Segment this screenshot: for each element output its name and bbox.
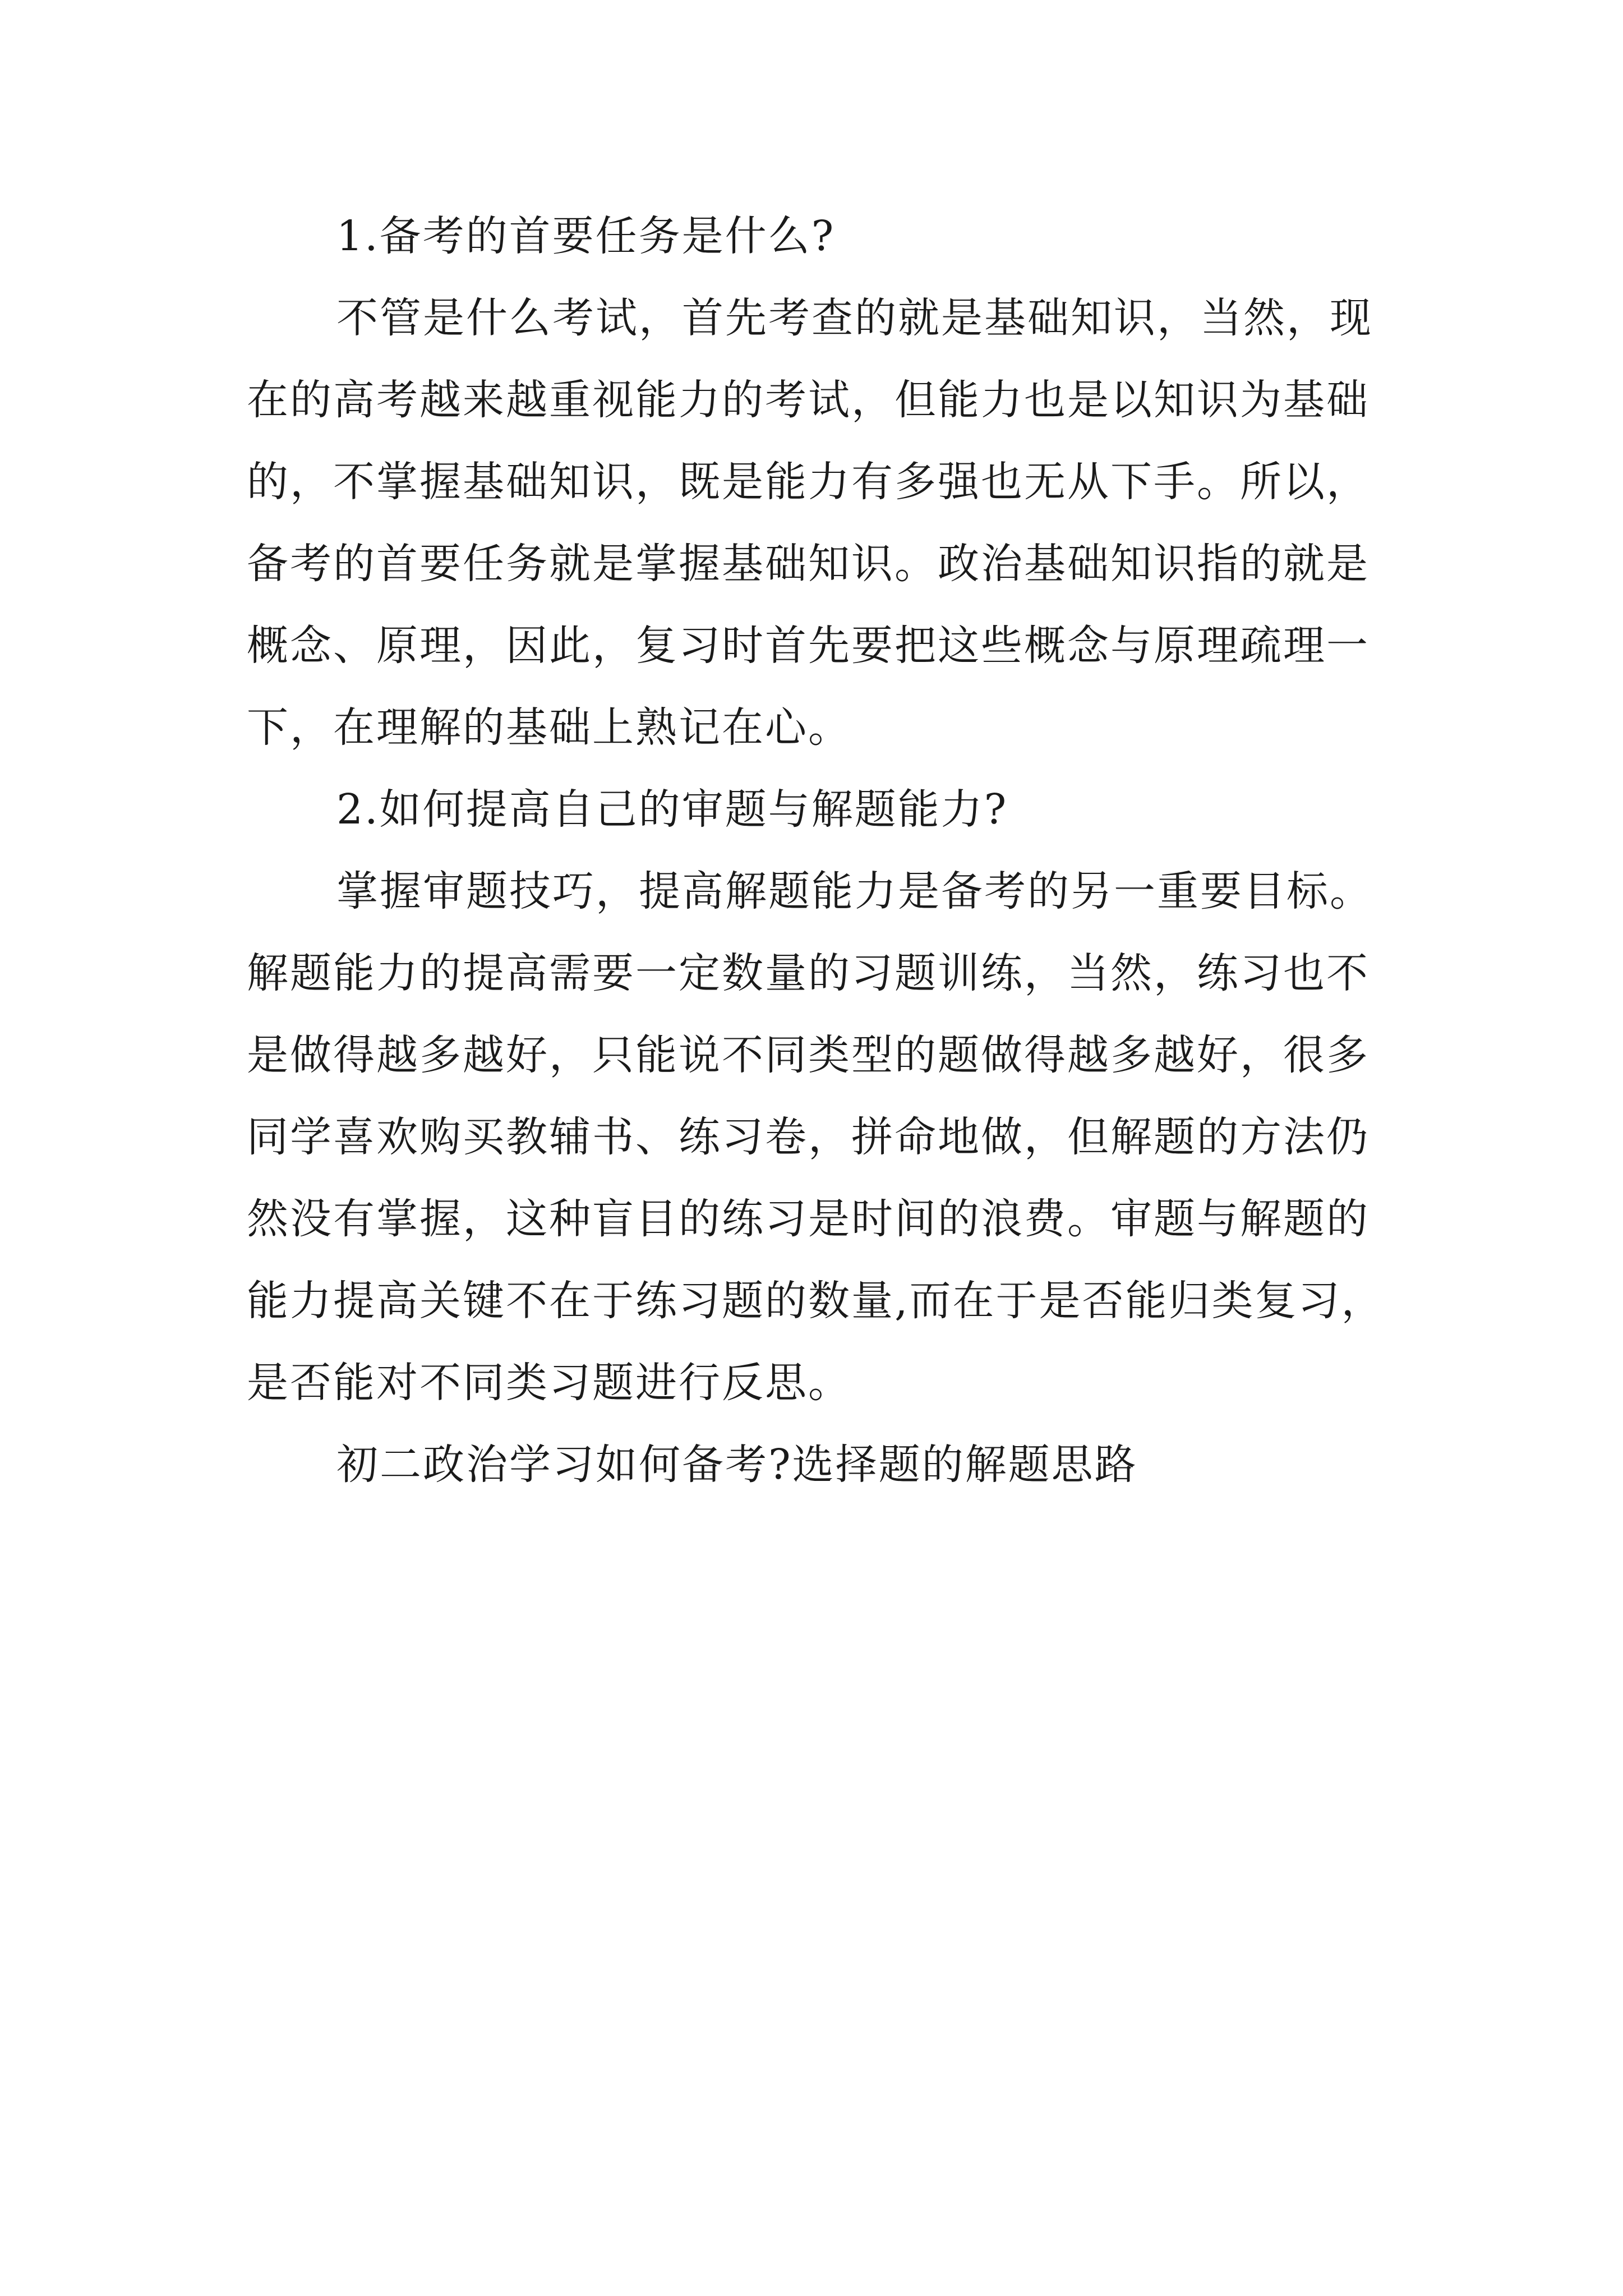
paragraph-line: 是否能对不同类习题进行反思。 xyxy=(247,1359,851,1407)
paragraph-line: 概念、原理，因此，复习时首先要把这些概念与原理疏理一 xyxy=(247,622,1370,670)
paragraph-line: 掌握审题技巧，提高解题能力是备考的另一重要目标。 xyxy=(336,867,1373,915)
paragraph-line: 在的高考越来越重视能力的考试，但能力也是以知识为基础 xyxy=(247,376,1370,424)
heading-question-2: 2.如何提高自己的审题与解题能力? xyxy=(336,785,1008,834)
document-body xyxy=(247,195,1396,1506)
paragraph-line: 是做得越多越好，只能说不同类型的题做得越多越好，很多 xyxy=(247,1031,1370,1079)
paragraph-line: 然没有掌握，这种盲目的练习是时间的浪费。审题与解题的 xyxy=(247,1195,1370,1243)
paragraph-line: 的，不掌握基础知识，既是能力有多强也无从下手。所以， xyxy=(247,458,1370,506)
paragraph-line: 不管是什么考试，首先考查的就是基础知识，当然，现 xyxy=(336,294,1373,342)
heading-question-1: 1.备考的首要任务是什么? xyxy=(336,212,836,260)
paragraph-line: 解题能力的提高需要一定数量的习题训练，当然，练习也不 xyxy=(247,949,1370,997)
section-title: 初二政治学习如何备考?选择题的解题思路 xyxy=(336,1441,1138,1489)
paragraph-line: 同学喜欢购买教辅书、练习卷，拼命地做，但解题的方法仍 xyxy=(247,1113,1370,1161)
paragraph-line: 能力提高关键不在于练习题的数量,而在于是否能归类复习， xyxy=(247,1277,1385,1325)
paragraph-line: 下，在理解的基础上熟记在心。 xyxy=(247,703,851,752)
paragraph-line: 备考的首要任务就是掌握基础知识。政治基础知识指的就是 xyxy=(247,540,1370,588)
